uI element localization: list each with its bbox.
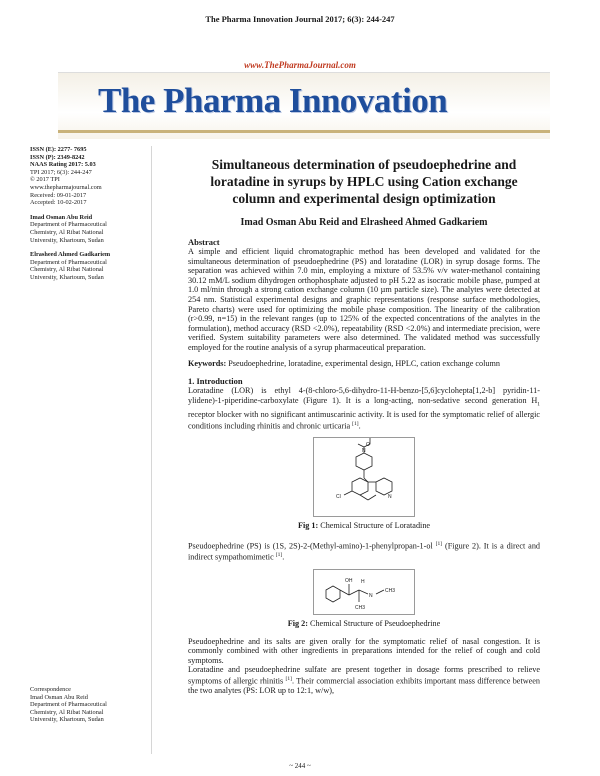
fig2-oh-label: OH — [345, 577, 353, 584]
accepted-date: Accepted: 10-02-2017 — [30, 199, 87, 207]
affiliation-name: Elrasheed Ahmed Gadkariem — [30, 251, 111, 259]
fig2-ch3-label: CH3 — [355, 604, 366, 611]
fig1-cl-label: Cl — [336, 493, 341, 500]
journal-banner — [58, 72, 550, 139]
pseudoephedrine-structure — [314, 570, 414, 614]
metadata-sidebar — [30, 146, 150, 282]
affiliation-name: Imad Osman Abu Reid — [30, 213, 93, 221]
affiliation-line: Chemistry, Al Ribat National — [30, 228, 104, 236]
article-body — [188, 156, 540, 696]
intro-paragraph: Loratadine and pseudoephedrine sulfate are present together in dosage forms prescribed to relieve symptoms of allergic rhinitis [1]. Their commercial association exhibits important mass difference between the two analytes (PS: LOR up to 12:1, w/w), — [188, 665, 540, 696]
affiliation-line: University, Khartoum, Sudan — [30, 236, 104, 244]
website[interactable]: www.thepharmajournal.com — [30, 183, 102, 191]
correspondence-line: University, Khartoum, Sudan — [30, 716, 104, 724]
introduction-heading: 1. Introduction — [188, 376, 243, 387]
fig1-n-label: N — [362, 447, 366, 454]
correspondence-line: Department of Pharmaceutical — [30, 701, 107, 709]
fig1-o-label: O — [366, 441, 370, 448]
tpi-ref: TPI 2017; 6(3): 244-247 — [30, 168, 92, 176]
banner-title: The Pharma Innovation — [98, 81, 448, 120]
fig1-ring-n-label: N — [388, 493, 392, 500]
abstract-text: A simple and efficient liquid chromatographic method has been developed and validated for the simultaneous determination of pseudoephedrine (PS) and loratadine (LOR) in syrup dosage forms. The separation was achieved within 7.0 min, employing a mixture of 53.5% v/v water-methanol containing 30.12 mM/L sodium dihydrogen orthophosphate adjusted to pH 5.22 as isocratic mobile phase, pumped at 1.0 ml/min through a strong cation exchange column (10 µm particle size). The analytes were detected at 254 nm. Statistical experimental designs and graphic representations (response surface methodologies, Pareto charts) were used for optimizing the mobile phase composition. The linearity of the calibration (r>0.99, n=15) in the relevant ranges (up to 125% of the expected concentrations of the analytes in the formulation), method accuracy (RSD <2.0%), repeatability (RSD <2.0%) and intermediate precision, were verified. System suitability parameters were also determined. The validated method was successfully employed for the routine analysis of a syrup pharmaceutical preparation. — [188, 247, 540, 352]
journal-reference: The Pharma Innovation Journal 2017; 6(3): 244-247 — [205, 14, 395, 24]
correspondence-block — [30, 686, 150, 724]
keywords-text: Pseudoephedrine, loratadine, experimental design, HPLC, cation exchange column — [228, 358, 500, 368]
keywords-label: Keywords: — [188, 358, 227, 368]
affiliation-line: Chemistry, Al Ribat National — [30, 266, 104, 274]
fig2-ch3-label: CH3 — [385, 587, 396, 594]
affiliation-line: Department of Pharmaceutical — [30, 258, 107, 266]
issn-p: ISSN (P): 2349-8242 — [30, 153, 85, 161]
fig2-h-label: H — [361, 578, 365, 585]
page-number: ~ 244 ~ — [289, 762, 311, 770]
issn-e: ISSN (E): 2277- 7695 — [30, 146, 87, 153]
journal-url[interactable]: www.ThePharmaJournal.com — [244, 60, 356, 70]
received-date: Received: 09-01-2017 — [30, 191, 87, 199]
figure-2-caption: Fig 2: Chemical Structure of Pseudoephedrine — [287, 618, 441, 628]
intro-paragraph: Pseudoephedrine (PS) is (1S, 2S)-2-(Methyl-amino)-1-phenylpropan-1-ol [1] (Figure 2). It is a direct and indirect sympathomimetic [1]. — [188, 540, 541, 562]
paper-title: Simultaneous determination of pseudoephedrine and loratadine in syrups by HPLC using Cation exchange column and experimental design optimization — [210, 157, 518, 206]
column-divider — [151, 146, 152, 754]
fig2-n-label: N — [369, 592, 373, 599]
intro-paragraph: Pseudoephedrine and its salts are given orally for the symptomatic relief of nasal congestion. It is commonly combined with other ingredients in preparations intended for the relief of cough and cold symptoms. — [188, 636, 540, 665]
copyright: © 2017 TPI — [30, 176, 60, 184]
author-list: Imad Osman Abu Reid and Elrasheed Ahmed Gadkariem — [240, 217, 488, 228]
intro-paragraph: Loratadine (LOR) is ethyl 4-(8-chloro-5,6-dihydro-11-H-benzo-[5,6]cyclohepta[1,2-b] pyridin-11-ylidene)-1-piperidine-carboxylate (Figure 1). It is a long-acting, non-sedative second generation $H_1$ receptor blocker with no significant antimuscarinic activity. It is used for the symptomatic relief of allergic conditions including rhinitis and chronic urticaria [1]. — [188, 386, 540, 431]
keywords — [188, 359, 540, 369]
loratadine-structure — [314, 438, 414, 516]
abstract-heading: Abstract — [188, 237, 220, 247]
correspondence-line: Chemistry, Al Ribat National — [30, 708, 104, 716]
correspondence-name: Imad Osman Abu Reid — [30, 693, 88, 701]
affiliation-line: University, Khartoum, Sudan — [30, 273, 104, 281]
naas-rating: NAAS Rating 2017: 5.03 — [30, 161, 96, 169]
figure-1-caption: Fig 1: Chemical Structure of Loratadine — [297, 520, 431, 530]
banner-rule — [58, 130, 550, 133]
loratadine-structure-figure — [313, 437, 415, 517]
correspondence-label: Correspondence — [30, 686, 71, 693]
affiliation-line: Department of Pharmaceutical — [30, 221, 107, 229]
pseudoephedrine-structure-figure — [313, 569, 415, 615]
